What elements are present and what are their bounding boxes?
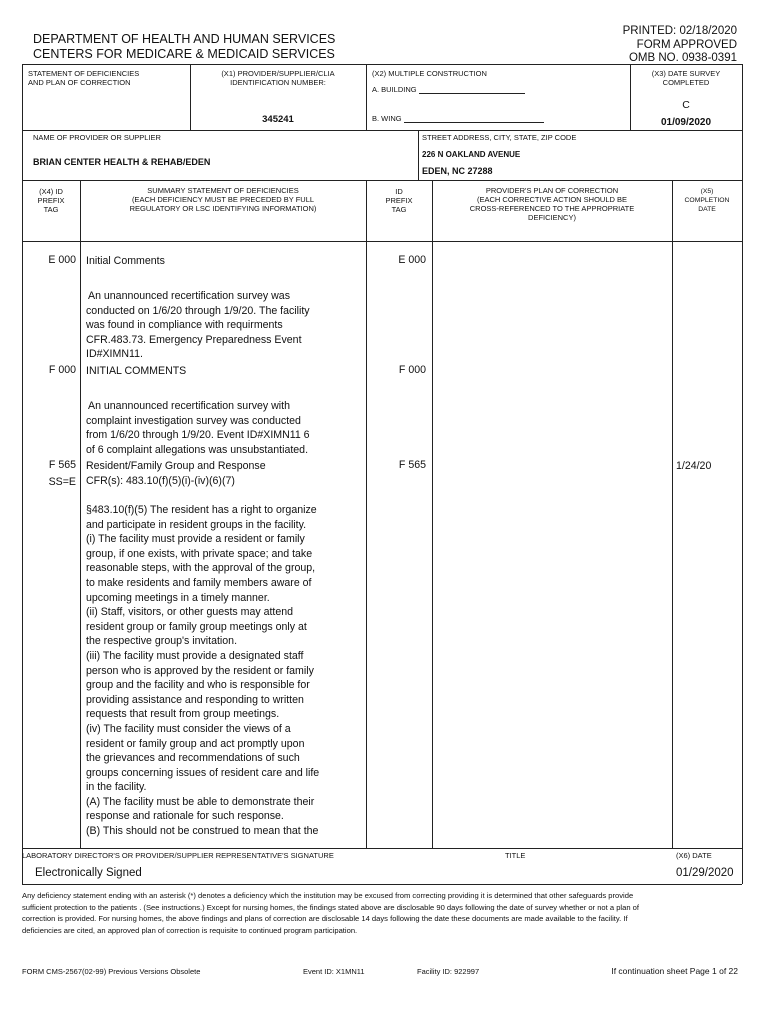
wing-blank — [404, 114, 544, 123]
divider-col-x4 — [80, 180, 81, 848]
column-header-border — [22, 180, 742, 181]
f565-completion-date: 1/24/20 — [676, 460, 712, 472]
provider-id-number: 345241 — [262, 114, 294, 125]
form-number: FORM CMS-2567(02-99) Previous Versions Obsolete — [22, 967, 201, 976]
divider-address — [418, 130, 419, 180]
x4-column-header: (X4) ID PREFIX TAG — [37, 187, 65, 214]
building-blank — [419, 85, 525, 94]
title-label: TITLE — [505, 851, 526, 860]
signature-date-label: (X6) DATE — [676, 851, 712, 860]
x5-column-header: (X5) COMPLETION DATE — [684, 188, 730, 213]
page-indicator: If continuation sheet Page 1 of 22 — [611, 966, 738, 976]
omb-number: OMB NO. 0938-0391 — [628, 52, 737, 64]
f565-scope-severity: SS=E — [48, 476, 76, 488]
top-box-border — [22, 64, 742, 65]
building-field — [372, 85, 525, 94]
x1-label: (X1) PROVIDER/SUPPLIER/CLIA IDENTIFICATION NUMBER: — [221, 69, 335, 87]
f565-prefix-tag: F 565 — [48, 459, 76, 471]
street-address: 226 N OAKLAND AVENUE — [422, 150, 521, 159]
form-approved: FORM APPROVED — [636, 38, 737, 51]
department-header — [33, 32, 335, 62]
provider-name: BRIAN CENTER HEALTH & REHAB/EDEN — [33, 157, 211, 167]
f565-title: Resident/Family Group and Response — [86, 460, 266, 472]
wing-field — [372, 114, 544, 123]
e000-id-tag: E 000 — [398, 254, 426, 266]
provider-name-label: NAME OF PROVIDER OR SUPPLIER — [33, 133, 161, 142]
printed-date: PRINTED: 02/18/2020 — [622, 25, 737, 37]
x2-label: (X2) MULTIPLE CONSTRUCTION — [372, 69, 487, 78]
wing-label: B. WING — [372, 114, 402, 123]
f000-prefix-tag: F 000 — [48, 364, 76, 376]
signature-label: LABORATORY DIRECTOR'S OR PROVIDER/SUPPLIER REPRESENTATIVE'S SIGNATURE — [22, 851, 334, 860]
x3-label: (X3) DATE SURVEY COMPLETED — [651, 69, 721, 87]
city-state-zip: EDEN, NC 27288 — [422, 166, 493, 176]
department-name: DEPARTMENT OF HEALTH AND HUMAN SERVICES — [33, 32, 336, 46]
signature-value: Electronically Signed — [35, 867, 142, 879]
address-label: STREET ADDRESS, CITY, STATE, ZIP CODE — [422, 133, 577, 142]
divider-col-plan — [672, 180, 673, 848]
agency-name: CENTERS FOR MEDICARE & MEDICAID SERVICES — [33, 47, 335, 61]
signature-date: 01/29/2020 — [676, 867, 734, 879]
e000-body: An unannounced recertification survey was conducted on 1/6/20 through 1/9/20. The facility was found in compliance with requirments CFR.483.73. Emergency Preparedness Event ID#XIMN11. — [86, 290, 310, 361]
survey-completed-date: 01/09/2020 — [660, 117, 712, 128]
disclaimer-border — [22, 884, 742, 885]
divider-col-summary — [366, 180, 367, 848]
f000-id-tag: F 000 — [398, 364, 426, 376]
plan-column-header: PROVIDER'S PLAN OF CORRECTION (EACH CORRECTIVE ACTION SHOULD BE CROSS-REFERENCED TO THE APPROPRIATE DEFICIENCY) — [469, 186, 635, 222]
divider-x2 — [366, 64, 367, 130]
facility-id: Facility ID: 922997 — [417, 967, 480, 976]
survey-code: C — [682, 99, 690, 111]
f000-title: INITIAL COMMENTS — [86, 365, 187, 377]
building-label: A. BUILDING — [372, 85, 417, 94]
f565-cfr: CFR(s): 483.10(f)(5)(i)-(iv)(6)(7) — [86, 475, 235, 487]
form-info — [623, 25, 737, 66]
f565-id-tag: F 565 — [398, 459, 426, 471]
event-id: Event ID: X1MN11 — [303, 967, 365, 976]
statement-label: STATEMENT OF DEFICIENCIES AND PLAN OF CORRECTION — [28, 69, 140, 87]
f000-body: An unannounced recertification survey with complaint investigation survey was conducted from 1/6/20 through 1/9/20. Event ID#XIMN11 6 of 6 complaint allegations was unsubstantiated. — [86, 400, 310, 456]
table-body-border — [22, 241, 742, 242]
summary-column-header: SUMMARY STATEMENT OF DEFICIENCIES (EACH DEFICIENCY MUST BE PRECEDED BY FULL REGULATORY OR LSC IDENTIFYING INFORMATION) — [129, 186, 317, 213]
divider-col-id — [432, 180, 433, 848]
right-border — [742, 64, 743, 884]
e000-prefix-tag: E 000 — [48, 254, 76, 266]
f565-regulation-text: §483.10(f)(5) The resident has a right to organize and participate in resident groups in the facility. (i) The facility must provide a resident or family group, if one exists, with private space; and take reasonable steps, with the approval of the group, to make residents and family members aware of upcoming meetings in a timely manner. (ii) Staff, visitors, or other guests may attend resident group or family group meetings only at the respective group's invitation. (iii) The facility must provide a designated staff person who is approved by the resident or family group and the facility and who is responsible for providing assistance and responding to written requests that result from group meetings. (iv) The facility must consider the views of a resident or family group and act promptly upon the grievances and recommendations of such groups concerning issues of resident care and life in the facility. (A) The facility must be able to demonstrate their response and rationale for such response. (B) This should not be construed to mean that the — [86, 504, 320, 838]
disclaimer-text: Any deficiency statement ending with an asterisk (*) denotes a deficiency which the institution may be excused from correcting providing it is determined that other safeguards provide sufficient protection to the patients . (See instructions.) Except for nursing homes, the findings stated above are disclosable 90 days following the date of survey whether or not a plan of correction is provided. For nursing homes, the above findings and plans of correction are disclosable 14 days following the date these documents are made available to the facility. If deficiencies are cited, an approved plan of correction is requisite to continued program participation. — [22, 891, 639, 935]
signature-row-border — [22, 848, 742, 849]
provider-row-border — [22, 130, 742, 131]
e000-title: Initial Comments — [86, 255, 165, 267]
id-column-header: ID PREFIX TAG — [385, 187, 413, 214]
